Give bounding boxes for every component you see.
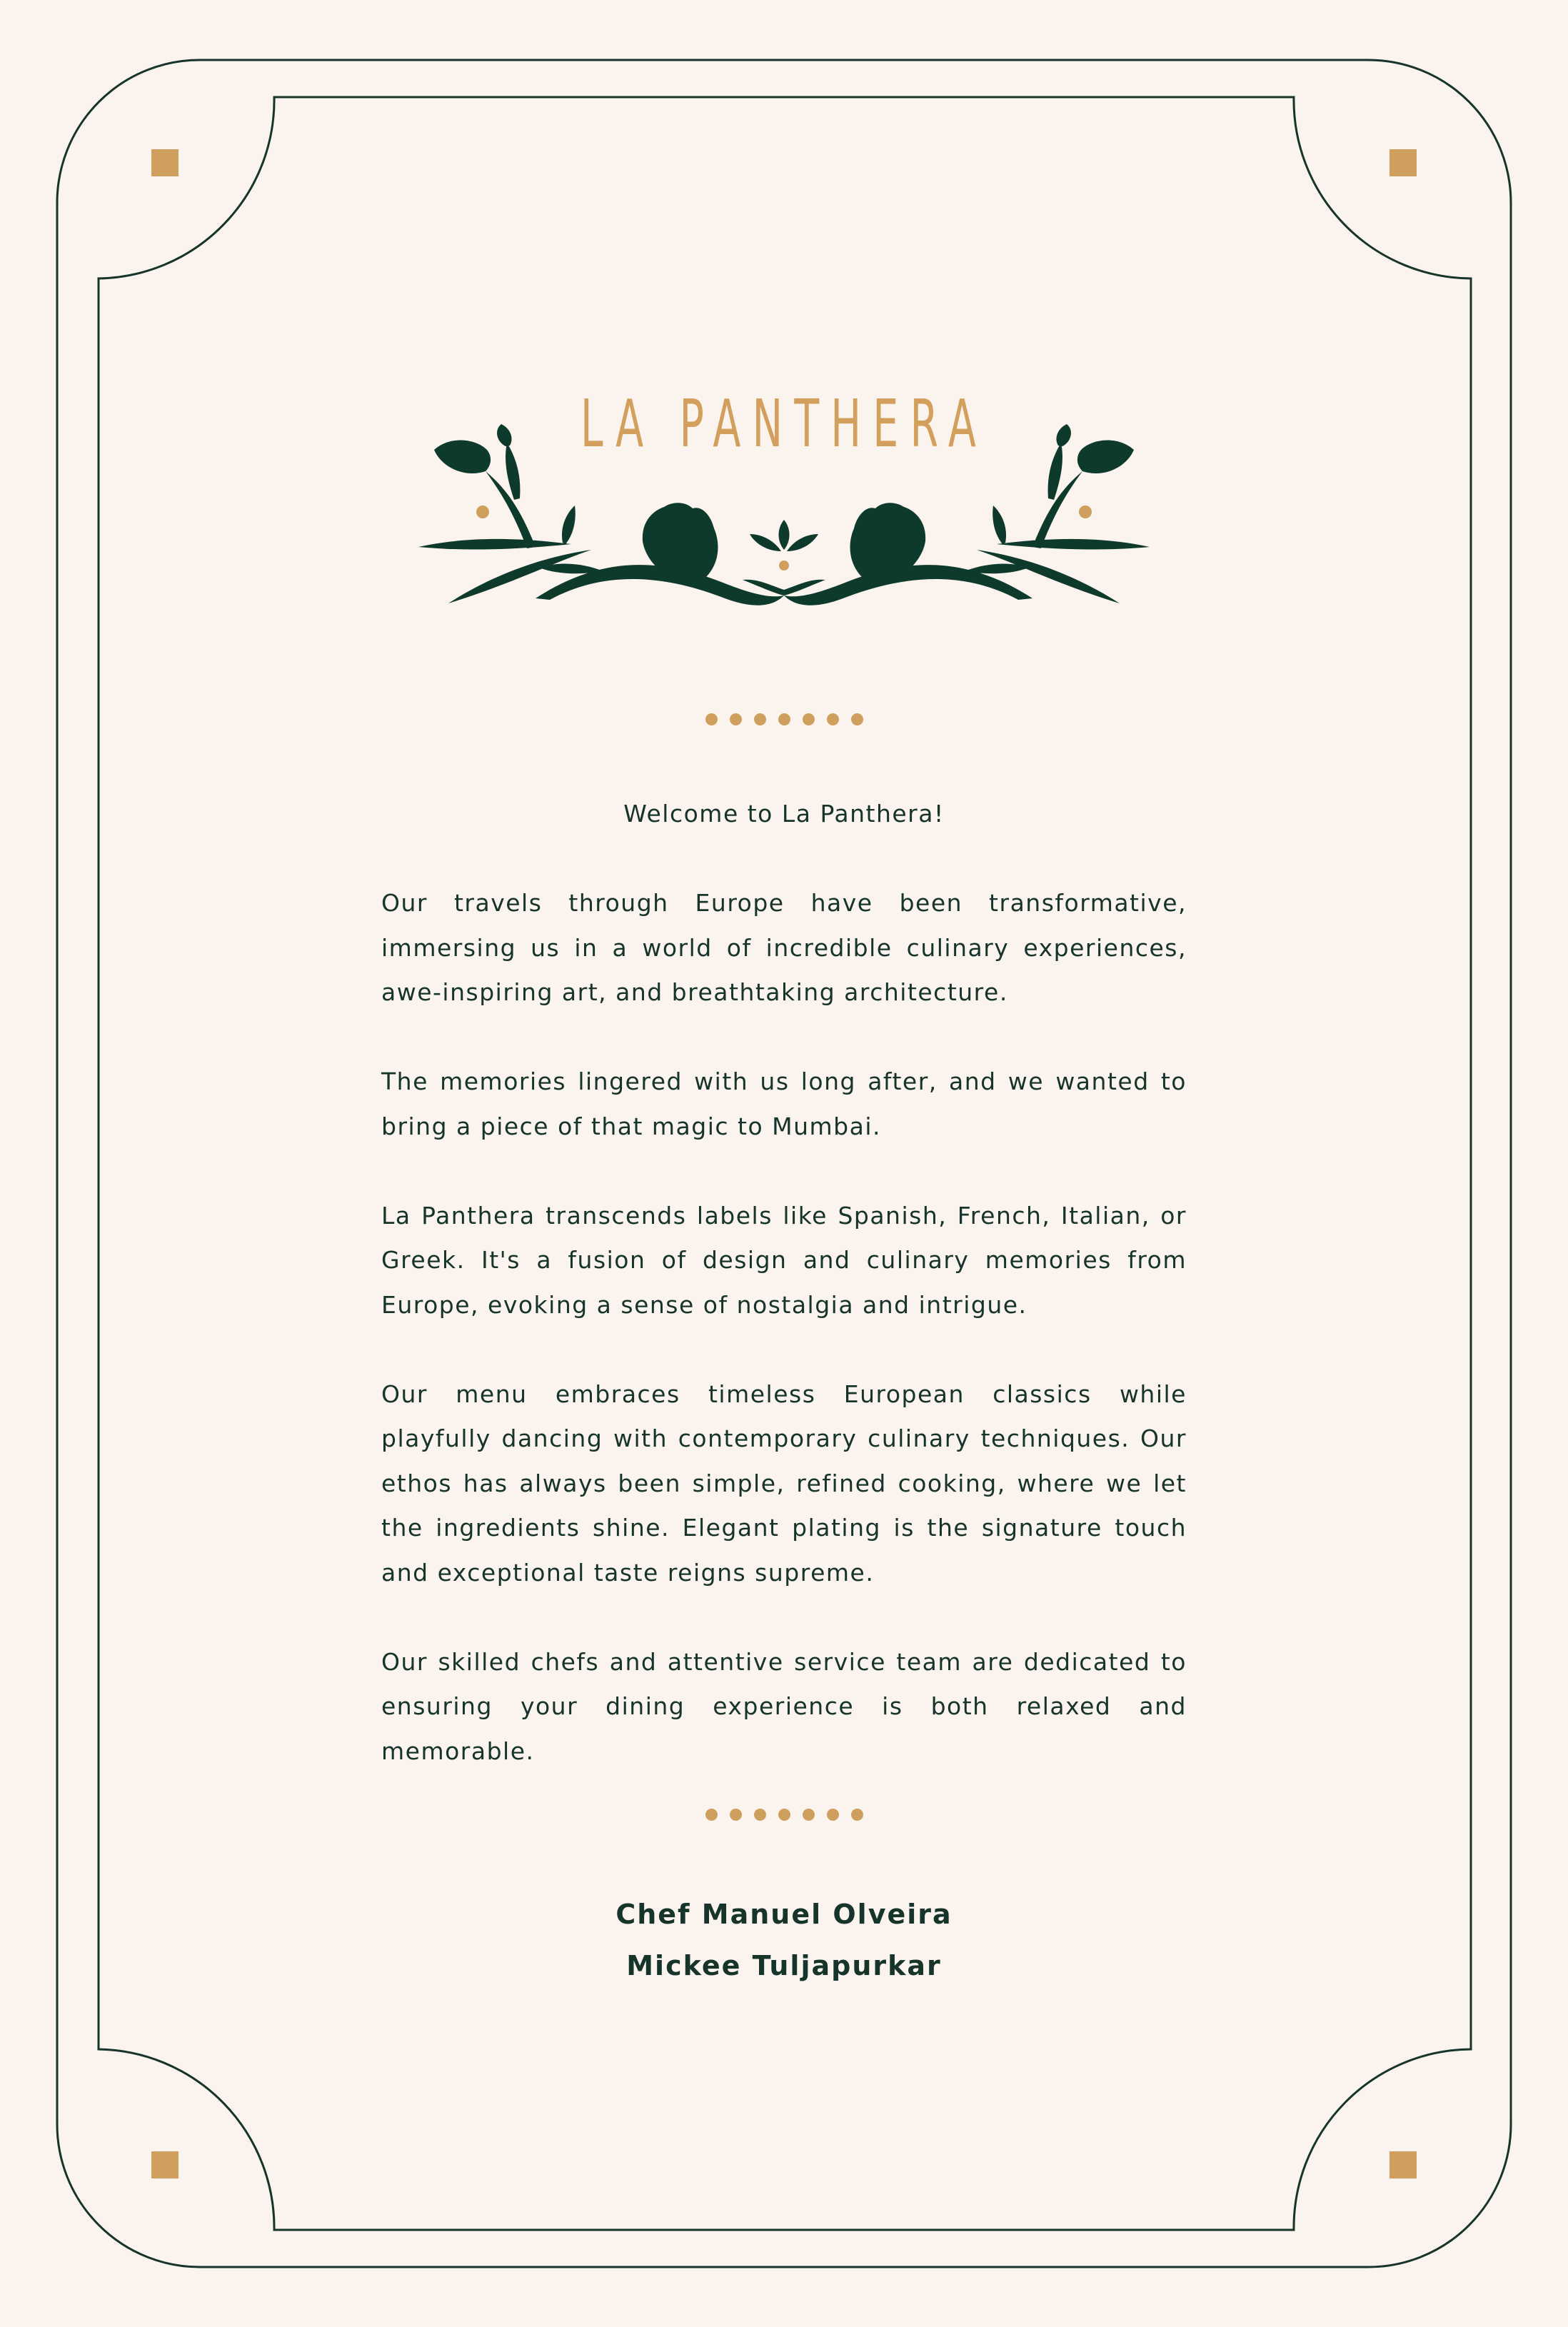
letter-paragraph: The memories lingered with us long after, and we wanted to bring a piece of that magic to Mumbai. xyxy=(381,1067,1187,1140)
floral-emblem-icon xyxy=(407,421,1161,614)
letter-paragraph: Our skilled chefs and attentive service team are dedicated to ensuring your dining experience is both relaxed and memorable. xyxy=(381,1647,1187,1765)
corner-square-top-left xyxy=(151,149,179,176)
letter-paragraph: Our travels through Europe have been transformative, immersing us in a world of incredible culinary experiences, awe-inspiring art, and breathtaking architecture. xyxy=(381,889,1187,1006)
signature-owner: Mickee Tuljapurkar xyxy=(626,1950,942,1981)
dot-divider-top xyxy=(0,713,1568,725)
brand-logo-text: LA PANTHERA xyxy=(580,386,988,462)
corner-square-top-right xyxy=(1389,149,1417,176)
signature-block xyxy=(0,1889,1568,1991)
welcome-letter xyxy=(381,792,1187,1774)
greeting: Welcome to La Panthera! xyxy=(623,800,945,828)
letter-paragraph: Our menu embraces timeless European classics while playfully dancing with contemporary culinary techniques. Our ethos has always been simple, refined cooking, where we let the ingredients shine. Elegant plating is the signature touch and exceptional taste reigns supreme. xyxy=(381,1379,1187,1587)
corner-square-bottom-right xyxy=(1389,2151,1417,2178)
letter-paragraph: La Panthera transcends labels like Spanish, French, Italian, or Greek. It's a fusion of design and culinary memories from Europe, evoking a sense of nostalgia and intrigue. xyxy=(381,1201,1187,1319)
signature-chef: Chef Manuel Olveira xyxy=(615,1899,953,1930)
dot-divider-bottom xyxy=(0,1809,1568,1821)
corner-square-bottom-left xyxy=(151,2151,179,2178)
